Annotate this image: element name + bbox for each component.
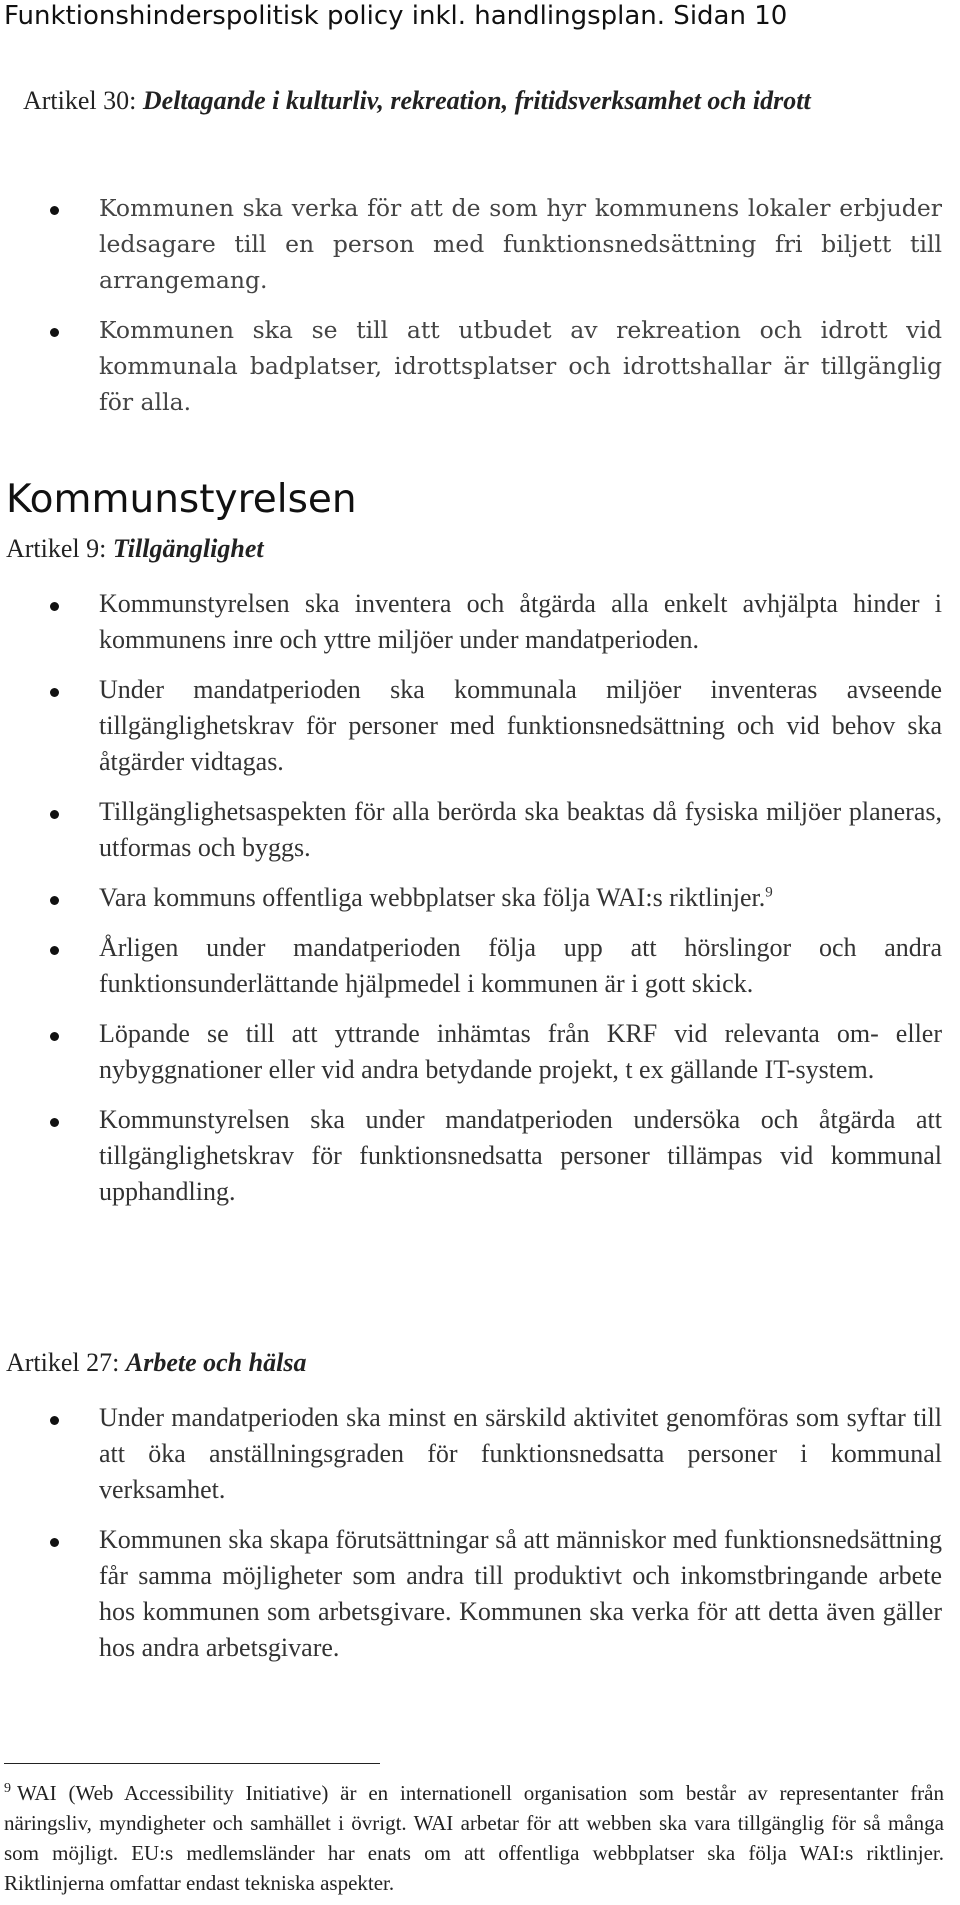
section-heading: Kommunstyrelsen [6,477,357,522]
list-item: Under mandatperioden ska minst en särskild aktivitet genomföras som syftar till att öka anställningsgraden för funktionsnedsatta personer i kommunal verksamhet. [0,1400,950,1508]
bullet-icon [50,206,59,215]
article-name: Deltagande i kulturliv, rekreation, fritidsverksamhet och idrott [142,86,811,115]
list-item: Löpande se till att yttrande inhämtas från KRF vid relevanta om- eller nybyggnationer eller vid andra betydande projekt, t ex gällande IT-system. [0,1016,950,1088]
footnote-divider [4,1763,380,1764]
bullet-icon [50,1538,59,1547]
list-item: Årligen under mandatperioden följa upp att hörslingor och andra funktionsunderlättande hjälpmedel i kommunen är i gott skick. [0,930,950,1002]
list-item: Kommunstyrelsen ska inventera och åtgärda alla enkelt avhjälpta hinder i kommunens inre och yttre miljöer under mandatperioden. [0,586,950,658]
article-30-title [23,82,943,120]
article-9-list [0,586,960,1210]
list-item: Vara kommuns offentliga webbplatser ska följa WAI:s riktlinjer.$^9$ [0,880,950,916]
bullet-icon [50,1032,59,1041]
bullet-icon [50,896,59,905]
bullet-icon [50,602,59,611]
footnote [4,1778,944,1898]
article-27-title [6,1344,926,1382]
article-label: Artikel 9: [6,534,113,563]
article-name: Tillgänglighet [112,534,264,563]
bullet-icon [50,810,59,819]
footnote-number: 9 [4,1781,11,1796]
article-27-list [0,1400,960,1666]
bullet-icon [50,1118,59,1127]
page-header: Funktionshinderspolitisk policy inkl. handlingsplan. Sidan 10 [4,1,788,31]
article-label: Artikel 30: [23,86,143,115]
bullet-icon [50,328,59,337]
article-label: Artikel 27: [6,1348,126,1377]
list-item: Under mandatperioden ska kommunala miljöer inventeras avseende tillgänglighetskrav för personer med funktionsnedsättning och vid behov ska åtgärder vidtagas. [0,672,950,780]
footnote-ref[interactable]: 9 [765,884,773,901]
list-item: Kommunstyrelsen ska under mandatperioden undersöka och åtgärda att tillgänglighetskrav för funktionsnedsatta personer tillämpas vid kommunal upphandling. [0,1102,950,1210]
list-item: Kommunen ska verka för att de som hyr kommunens lokaler erbjuder ledsagare till en person med funktionsnedsättning fri biljett till arrangemang. [0,190,950,298]
footnote-text: WAI (Web Accessibility Initiative) är en internationell organisation som består av representanter från näringsliv, myndigheter och samhället i övrigt. WAI arbetar för att webben ska vara tillgänglig för så många som möjligt. EU:s medlemsländer har enats om att offentliga webbplatser ska följa WAI:s riktlinjer. Riktlinjerna omfattar endast tekniska aspekter. [4,1781,944,1895]
article-30-list [0,190,960,420]
list-item: Kommunen ska se till att utbudet av rekreation och idrott vid kommunala badplatser, idrottsplatser och idrottshallar är tillgänglig för alla. [0,312,950,420]
list-item: Kommunen ska skapa förutsättningar så att människor med funktionsnedsättning får samma möjligheter som andra till produktivt och inkomstbringande arbete hos kommunen som arbetsgivare. Kommunen ska verka för att detta även gäller hos andra arbetsgivare. [0,1522,950,1666]
article-9-title [6,530,926,568]
bullet-icon [50,688,59,697]
list-item: Tillgänglighetsaspekten för alla berörda ska beaktas då fysiska miljöer planeras, utformas och byggs. [0,794,950,866]
bullet-icon [50,1416,59,1425]
article-name: Arbete och hälsa [125,1348,307,1377]
bullet-icon [50,946,59,955]
